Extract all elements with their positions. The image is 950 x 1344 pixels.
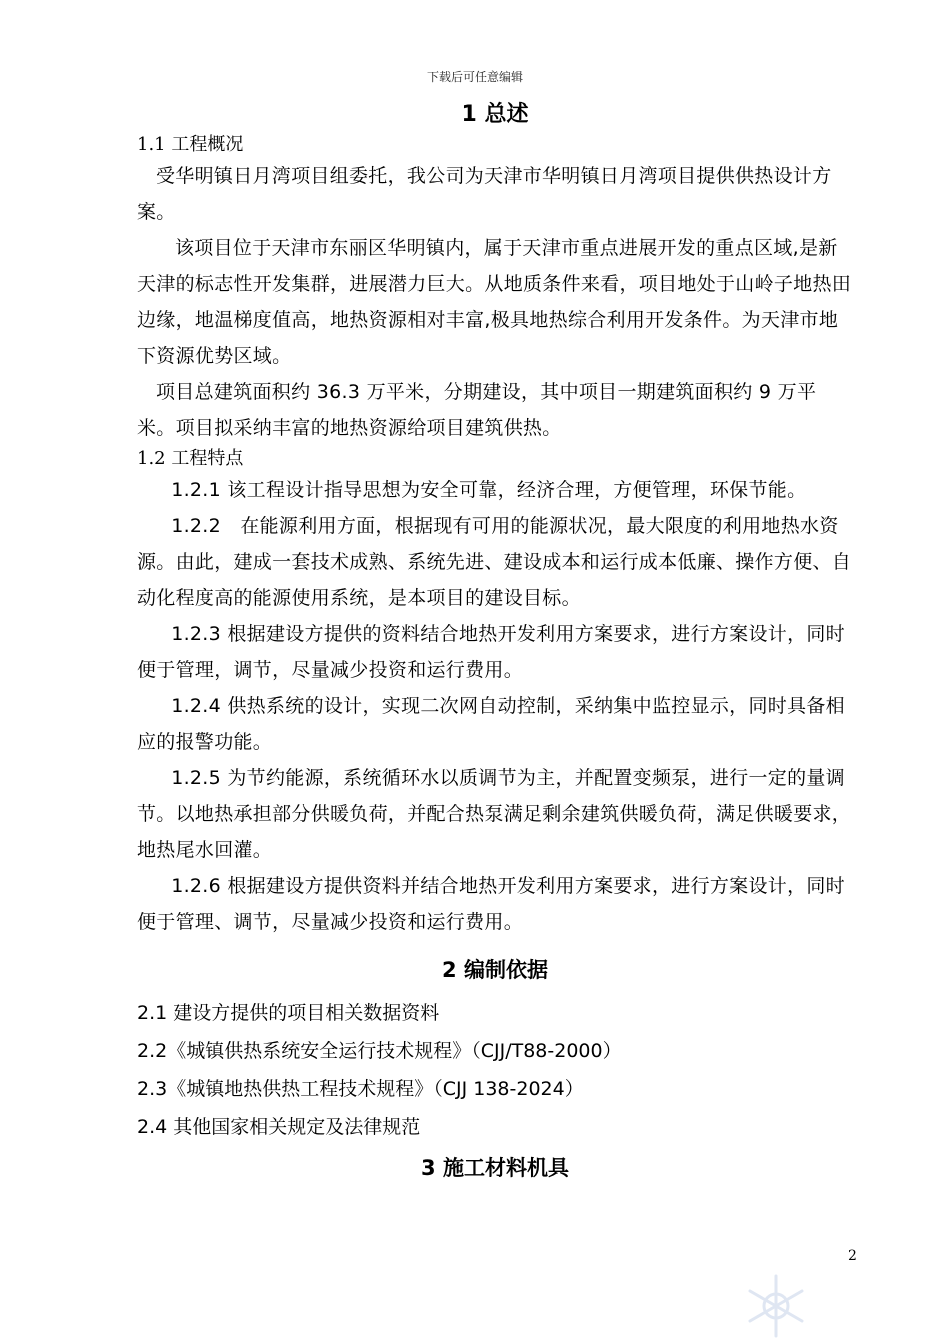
feature-item: 1.2.4 供热系统的设计，实现二次网自动控制，采纳集中监控显示，同时具备相应的报警功能。 bbox=[137, 695, 845, 753]
feature-item: 1.2.3 根据建设方提供的资料结合地热开发利用方案要求，进行方案设计，同时便于管理，调节，尽量减少投资和运行费用。 bbox=[137, 623, 845, 681]
page-number: 2 bbox=[848, 1248, 857, 1264]
section-2-title: 2 编制依据 bbox=[442, 958, 548, 982]
page-header: 下载后可任意编辑 bbox=[426, 70, 523, 84]
feature-item: 1.2.1 该工程设计指导思想为安全可靠，经济合理，方便管理，环保节能。 bbox=[171, 479, 807, 501]
reference-item: 2.2《城镇供热系统安全运行技术规程》（CJJ/T88-2000） bbox=[137, 1040, 622, 1062]
snowflake-watermark-icon bbox=[740, 1270, 812, 1342]
feature-item: 1.2.5 为节约能源，系统循环水以质调节为主，并配置变频泵，进行一定的量调节。以地热承担部分供暖负荷，并配合热泵满足剩余建筑供暖负荷，满足供暖要求，地热尾水回灌。 bbox=[137, 767, 852, 861]
section-1-title: 1 总述 bbox=[461, 102, 529, 127]
document-body bbox=[137, 98, 853, 1188]
feature-item: 1.2.2 在能源利用方面，根据现有可用的能源状况，最大限度的利用地热水资源。由此，建成一套技术成熟、系统先进、建设成本和运行成本低廉、操作方便、自动化程度高的能源使用系统，是本项目的建设目标。 bbox=[137, 515, 852, 609]
feature-item: 1.2.6 根据建设方提供资料并结合地热开发利用方案要求，进行方案设计，同时便于管理、调节，尽量减少投资和运行费用。 bbox=[137, 875, 845, 933]
reference-item: 2.1 建设方提供的项目相关数据资料 bbox=[137, 1002, 440, 1024]
reference-item: 2.3《城镇地热供热工程技术规程》（CJJ 138-2024） bbox=[137, 1078, 584, 1100]
subsection-1-1-heading: 1.1 工程概况 bbox=[137, 134, 244, 155]
paragraph: 该项目位于天津市东丽区华明镇内，属于天津市重点进展开发的重点区域,是新天津的标志性开发集群，进展潜力巨大。从地质条件来看，项目地处于山岭子地热田边缘，地温梯度值高，地热资源相对丰富,极具地热综合利用开发条件。为天津市地下资源优势区域。 bbox=[137, 237, 852, 367]
reference-item: 2.4 其他国家相关规定及法律规范 bbox=[137, 1116, 421, 1138]
paragraph: 受华明镇日月湾项目组委托，我公司为天津市华明镇日月湾项目提供供热设计方案。 bbox=[137, 165, 832, 223]
section-3-title: 3 施工材料机具 bbox=[421, 1156, 569, 1180]
subsection-1-2-heading: 1.2 工程特点 bbox=[137, 448, 244, 469]
paragraph: 项目总建筑面积约 36.3 万平米，分期建设，其中项目一期建筑面积约 9 万平米。项目拟采纳丰富的地热资源给项目建筑供热。 bbox=[137, 381, 817, 439]
